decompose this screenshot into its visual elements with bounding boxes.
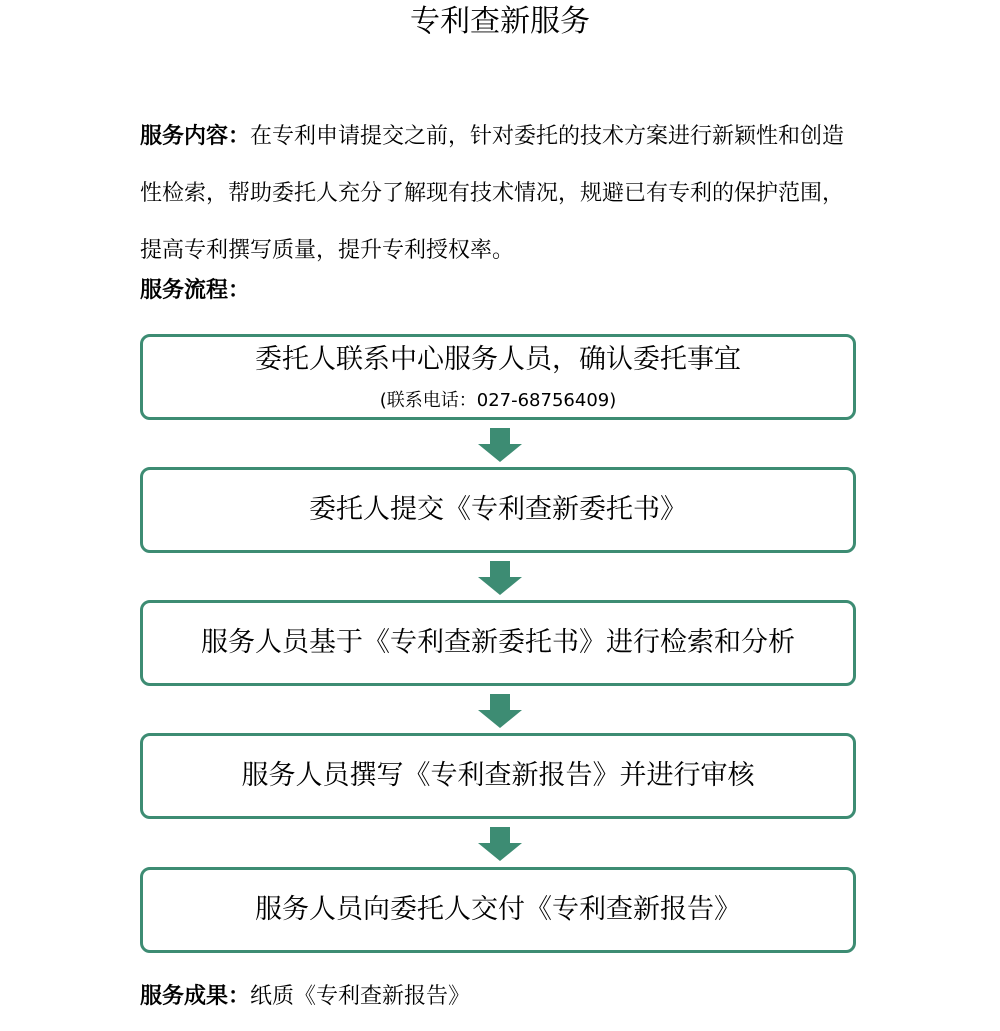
flow-step-4-title: 服务人员撰写《专利查新报告》并进行审核: [241, 760, 755, 791]
down-arrow-icon: [478, 827, 522, 861]
down-arrow-icon: [478, 428, 522, 462]
flow-step-2-title: 委托人提交《专利查新委托书》: [309, 494, 687, 525]
page-title: 专利查新服务: [410, 4, 590, 39]
flow-step-2: [140, 467, 856, 553]
service-process-heading: [140, 270, 865, 311]
flow-step-4: [140, 733, 856, 819]
flow-step-3-title: 服务人员基于《专利查新委托书》进行检索和分析: [201, 627, 795, 658]
flow-step-3: [140, 600, 856, 686]
service-result-label: 服务成果：: [140, 983, 251, 1009]
service-process-label: 服务流程：: [140, 277, 251, 303]
service-content-label: 服务内容：: [140, 123, 251, 149]
flow-step-5-title: 服务人员向委托人交付《专利查新报告》: [255, 894, 741, 925]
down-arrow-icon: [478, 561, 522, 595]
service-result-paragraph: [140, 976, 865, 1017]
service-content-paragraph: [140, 108, 865, 279]
flow-step-1-title: 委托人联系中心服务人员，确认委托事宜: [255, 344, 741, 375]
down-arrow-icon: [478, 694, 522, 728]
service-result-text: 纸质《专利查新报告》: [250, 984, 471, 1009]
service-content-text: 在专利申请提交之前，针对委托的技术方案进行新颖性和创造性检索，帮助委托人充分了解现有技术情况，规避已有专利的保护范围，提高专利撰写质量，提升专利授权率。: [140, 124, 845, 263]
contact-phone: (联系电话：027-68756409): [379, 390, 617, 411]
flow-step-5: [140, 867, 856, 953]
flow-step-1: [140, 334, 856, 420]
